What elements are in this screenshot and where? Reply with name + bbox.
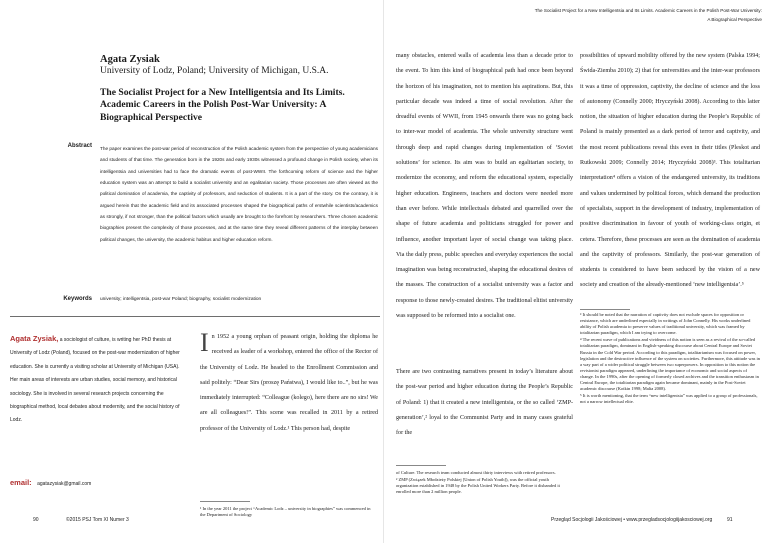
article-title: The Socialist Project for a New Intelligentsia and Its Limits. Academic Careers in the Polish Post-War University: A Biographical Perspective — [100, 87, 345, 123]
email-address[interactable]: agatazysiak@gmail.com — [37, 481, 92, 487]
footnote-divider — [200, 501, 250, 502]
footnote-2: ² ZMP (Związek Młodzieży Polskiej [Union of Polish Youth]), was the official youth organization established in 1948 by the Polish United Workers Party. Before it disbanded it enrolled more than 2 million people. — [396, 477, 560, 495]
author-bio — [10, 332, 185, 428]
page-number: 90 — [33, 517, 39, 523]
journal-footer: Przegląd Socjologii Jakościowej • www.przegladsocjologiijakosciowej.org — [551, 517, 713, 523]
section-divider — [10, 316, 380, 317]
journal-issue: ©2015 PSJ Tom XI Numer 3 — [66, 517, 129, 523]
footnote-4: ⁴ The recent wave of publications and vividness of this notion is seen as a revival of the so-called totalitarian paradigm, dominant in English-speaking discourse about Central Europe and Soviet Russia in the Cold War period. According to this paradigm, totalitarianism was focused on power, legislation and the destructive influence of the system on societies. Furthermore, this attitude was in a way part of a wider political struggle between two superpowers. In opposition to this notion the revisionist paradigm appeared, underlining the importance of economic and social aspects of change. In the 1990s, after the opening of formerly closed archives and the transition enthusiasm in Central Europe, the totalitarian paradigm again became dominant, mainly in the Post-Soviet academic discourse (Kotkin 1998; Malia 2008). — [580, 337, 760, 392]
footnote-divider — [396, 465, 446, 466]
footnote-1-continued: of Culture. The research team conducted almost thirty interviews with retired professors. — [396, 470, 556, 475]
footnote-divider — [580, 309, 630, 310]
footnote-1: ¹ In the year 2011 the project “Academic Lodz – university in biographies” was commenced in the Department of Sociology — [200, 506, 371, 518]
keywords-text: university; intelligentsia, post-war Poland; biography, socialist modernization — [100, 297, 262, 302]
body-column-1: many obstacles, entered walls of academia less than a decade prior to the event. To him this kind of biographical path had once been beyond the horizon of his imagination, not to mention his aspirations. But, this particular decade was indeed a time of social revolution. After the dreadful events of WWII, from 1945 onwards there was no going back to inter-war model of academia. The whole university structure went through deep and rapid changes during implementation of ‘Soviet solutions’ for science. Its aim was to build an egalitarian society, to modernize the economy, and reform the educational system, especially higher education. Engineers, teachers and doctors were needed more than ever before. While intellectuals debated and quarrelled over the shape of future academia and politicians struggled for power and influence, another important layer of social change was taking place. Via the daily press, public speeches and everyday experiences the social imagination was being reconstructed, shaping the educational desires of the masses. The construction of a socialist university was a factor and response to those newly-created desires. The traditional elitist university was supposed to be reformed into a socialist one. — [396, 53, 573, 320]
running-head-line-2: A Biographical Perspective — [707, 17, 762, 23]
footnote-3: ³ It should be noted that the narration of captivity does not exclude spaces for opposition or resistance, which are underlined especially in writings of John Connelly. His works underlined ability of Polish academia to preserve values of traditional university, which was framed by totalitarian paradigm, which I am trying to overcome. — [580, 312, 751, 336]
footnote-5: ⁵ It is worth mentioning, that the term “new intelligentsia” was applied to a group of professionals, not a narrow intellectual elite. — [580, 393, 758, 405]
keywords-label: Keywords — [63, 296, 92, 302]
footnotes-column-2 — [580, 312, 760, 406]
abstract-label: Abstract — [67, 143, 92, 149]
running-head-line-1: The Socialist Project for a New Intelligentsia and Its Limits. Academic Careers in the Polish Post-War University: — [534, 8, 762, 13]
author-name: Agata Zysiak — [100, 54, 160, 65]
body-column-1-continued: There are two contrasting narratives present in today’s literature about the post-war period and higher education during the People’s Republic of Poland: 1) that it created a new intelligentsia, or the so called ‘ZMP-generation’,² loyal to the Communist Party and in many cases grateful for the — [396, 369, 573, 437]
email-row — [10, 478, 91, 487]
author-bio-text: a sociologist of culture, is writing her PhD thesis at University of Lodz (Poland), focused on the post-war modernization of higher education. She is currently a visiting scholar at University of Michigan (USA). Her main areas of interests are urban studies, social memory, and historical sociology. She is involved in several research projects concerning the biographical method, local debates about modernity, and the social history of Lodz. — [10, 337, 180, 424]
drop-cap: I — [200, 328, 209, 357]
email-label: email: — [10, 478, 32, 487]
body-column-2: possibilities of upward mobility offered by the new system (Palska 1994; Świda-Ziemba 2010); 2) that for universities and the inter-war professors it was a time of oppression, captivity, the decline of science and the loss of autonomy (Connelly 2000; Hryczyński 2008). According to this latter notion, the situation of higher education during the People’s Republic of Poland is mainly presented as a dark period of terror and captivity, and the most recent publications reveal this even in their titles (Pleskot and Rutkowski 2009; Connelly 2014; Hryczyński 2008)³. This totalitarian interpretation⁴ offers a vision of the endangered university, its traditions and values undermined by political forces, which demand the production of specialists, support in the development of industry, implementation of positive discrimination in favour of youth of working-class origin, et cetera. Therefore, these processes are seen as the domination of academia and the captivity of professors. Similarly, the post-war generation of students is considered to have been seduced by the vision of a new society and creation of the already-mentioned ‘new intelligentsia’.⁵ — [580, 53, 760, 289]
abstract-text: The paper examines the post-war period of reconstruction of the Polish academic system from the perspective of young academicians and students of that time. The generation born in the 1920s and early 1930s witnessed a profound change in Polish society, when its intelligentsia and universities had to face the dramatic events of post-WWII. The forthcoming reform of science and the higher education system was an attempt to build a socialist university and an egalitarian society. Those processes are often viewed as the political domination of academia, the captivity of professors, and seduction of students. It is a part of the story. On the contrary, it is argued herein that the academic field and its associated processes shaped the biographical paths of erstwhile scientists/academics as strongly, if not stronger, than the political factors which usually are brought to the forefront by researchers. Three chosen academic biographies present the complexity of those processes, and at the same time they reveal different patterns of the interplay between political changes, the university, the academic habitus and higher education reform. — [100, 146, 378, 242]
intro-text: n 1952 a young orphan of peasant origin, holding the diploma he received as leader of a workshop, entered the office of the Rector of the University of Lodz. He headed to the Enrollment Commission and said politely: “Dear Sirs (proszę Państwa), I would like to..”, but he was immediately interrupted: “Colleague (kolego), here there are no sirs! We are all colleagues!”. This scene was recalled in 2011 by a retired professor of the University of Lodz.¹ This person had, despite — [200, 334, 378, 432]
author-bio-name: Agata Zysiak, — [10, 334, 59, 343]
intro-paragraph — [200, 330, 378, 437]
author-affiliation: University of Lodz, Poland; University of Michigan, U.S.A. — [100, 66, 329, 76]
right-page — [384, 0, 768, 543]
footnotes-column-1 — [396, 470, 572, 496]
page-number: 91 — [727, 517, 733, 523]
running-head — [398, 6, 762, 25]
